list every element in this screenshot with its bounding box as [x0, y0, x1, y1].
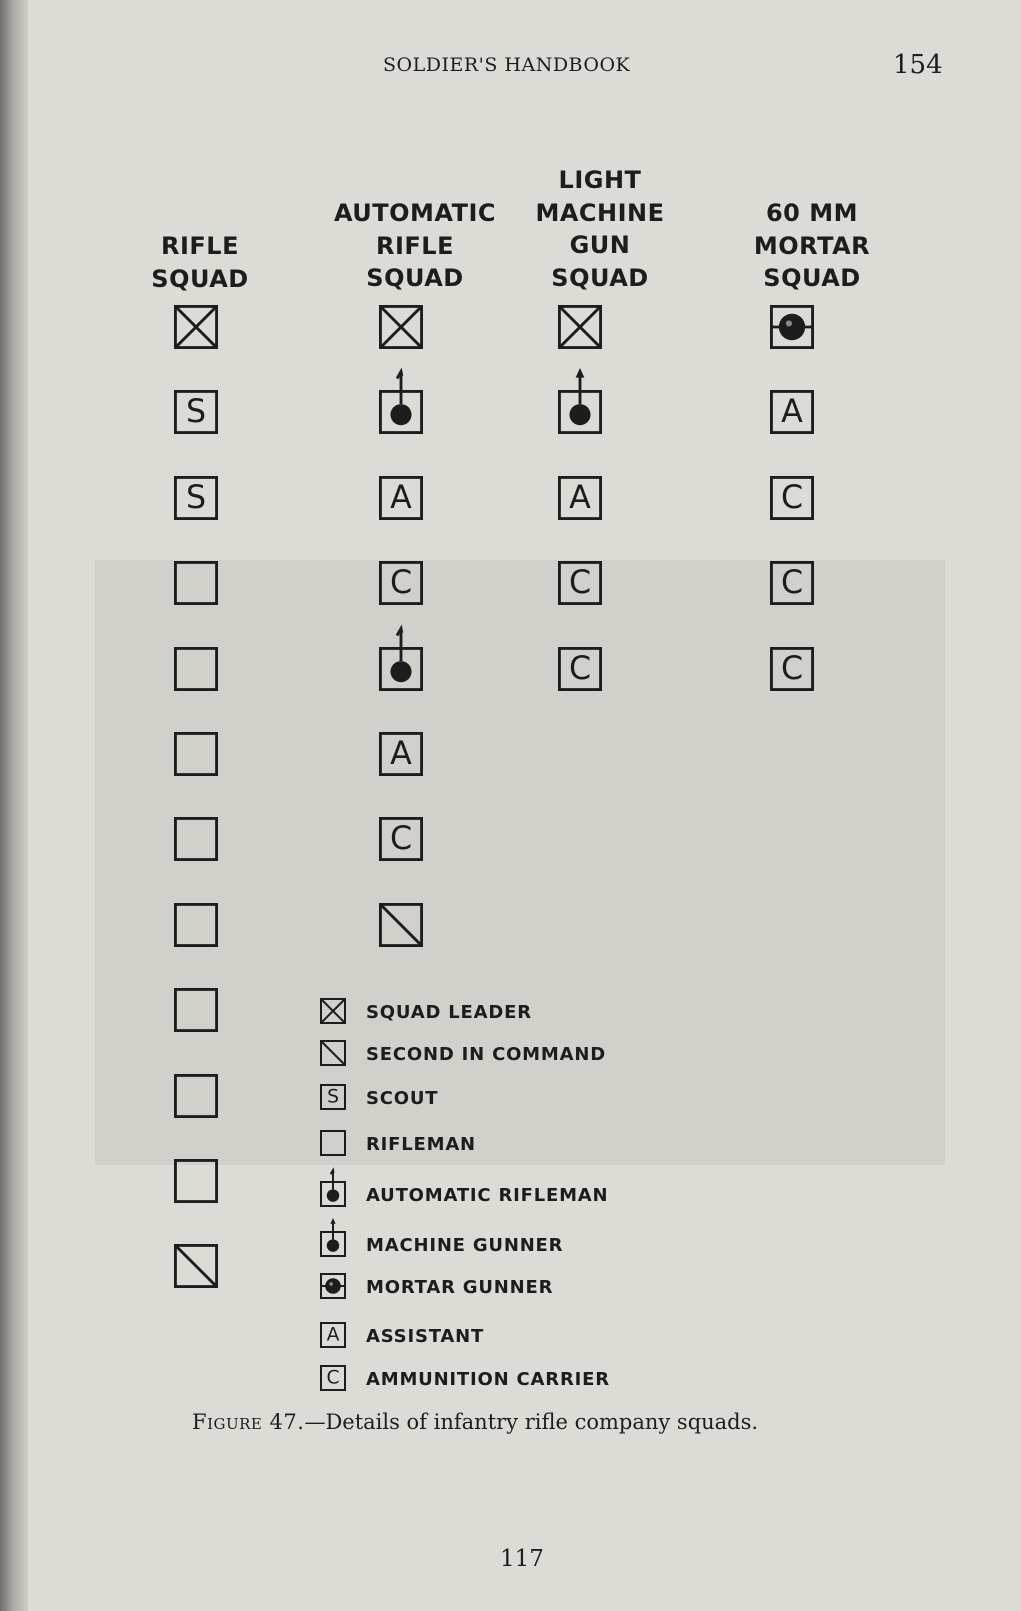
assistant-symbol	[379, 732, 423, 776]
page-number-top: 154	[893, 50, 943, 80]
rifleman-symbol	[174, 647, 218, 691]
svg-text:S: S	[185, 394, 207, 431]
machine-gunner-symbol	[558, 390, 602, 434]
heading-line: SQUAD	[763, 264, 861, 292]
second-in-command-symbol	[174, 1244, 218, 1288]
svg-text:C: C	[780, 565, 804, 602]
ammunition-carrier-symbol	[770, 647, 814, 691]
assistant-icon	[320, 1322, 350, 1350]
svg-text:S: S	[185, 479, 207, 516]
legend-label: AUTOMATIC RIFLEMAN	[366, 1185, 609, 1206]
svg-text:C: C	[326, 1367, 340, 1389]
column-heading-light-machine-gun-squad	[500, 164, 700, 294]
legend-label: ASSISTANT	[366, 1326, 485, 1347]
page-binding-edge	[0, 0, 28, 1611]
squad-leader-symbol	[558, 305, 602, 349]
heading-line: SQUAD	[551, 263, 649, 292]
rifleman-symbol	[174, 817, 218, 861]
rifleman-icon	[320, 1130, 350, 1158]
automatic-rifleman-icon	[320, 1181, 350, 1209]
svg-text:S: S	[327, 1086, 339, 1108]
rifleman-symbol	[174, 988, 218, 1032]
legend-label: SECOND IN COMMAND	[366, 1044, 606, 1065]
rifleman-symbol	[174, 732, 218, 776]
assistant-symbol	[558, 476, 602, 520]
mortar-gunner-symbol	[770, 305, 814, 349]
ammunition-carrier-symbol	[379, 561, 423, 605]
scout-symbol	[174, 476, 218, 520]
heading-line: RIFLE	[161, 232, 239, 260]
legend-label: SQUAD LEADER	[366, 1002, 532, 1023]
figure-caption	[192, 1410, 758, 1434]
scout-icon	[320, 1084, 350, 1112]
squad-leader-symbol	[379, 305, 423, 349]
figure-label: Figure 47.	[192, 1410, 305, 1434]
svg-text:C: C	[568, 565, 592, 602]
svg-text:A: A	[390, 736, 412, 772]
column-heading-mortar-squad	[712, 197, 912, 295]
heading-line: RIFLE	[376, 231, 454, 260]
heading-line: SQUAD	[366, 264, 464, 292]
machine-gunner-icon	[320, 1231, 350, 1259]
scout-symbol	[174, 390, 218, 434]
show-through-shading	[95, 560, 945, 1165]
squad-leader-symbol	[174, 305, 218, 349]
heading-line: 60 MM	[765, 199, 859, 227]
heading-line: MORTAR	[753, 231, 871, 260]
heading-line: LIGHT	[558, 166, 642, 194]
assistant-symbol	[379, 476, 423, 520]
svg-text:C: C	[389, 565, 413, 602]
legend-label: MORTAR GUNNER	[366, 1277, 554, 1298]
svg-text:C: C	[780, 650, 804, 687]
caption-text: —Details of infantry rifle company squads.	[304, 1410, 759, 1434]
rifleman-symbol	[174, 1159, 218, 1203]
legend-label: AMMUNITION CARRIER	[366, 1369, 610, 1390]
second-in-command-symbol	[379, 903, 423, 947]
assistant-symbol	[770, 390, 814, 434]
heading-line: MACHINE	[535, 198, 665, 227]
svg-text:C: C	[568, 650, 592, 687]
heading-line: SQUAD	[151, 264, 249, 293]
svg-text:C: C	[780, 479, 804, 516]
legend-label: MACHINE GUNNER	[366, 1235, 564, 1256]
ammunition-carrier-symbol	[379, 817, 423, 861]
automatic-rifleman-symbol	[379, 647, 423, 691]
squad-leader-icon	[320, 998, 350, 1026]
running-title: SOLDIER'S HANDBOOK	[383, 54, 631, 76]
heading-line: GUN	[569, 231, 631, 259]
ammunition-carrier-symbol	[558, 647, 602, 691]
mortar-gunner-icon	[320, 1273, 350, 1301]
ammunition-carrier-symbol	[770, 561, 814, 605]
automatic-rifleman-symbol	[379, 390, 423, 434]
legend-label: SCOUT	[366, 1088, 439, 1109]
second-in-command-icon	[320, 1040, 350, 1068]
page-number-bottom: 117	[500, 1546, 544, 1572]
svg-text:C: C	[389, 821, 413, 858]
rifleman-symbol	[174, 903, 218, 947]
ammunition-carrier-icon	[320, 1365, 350, 1393]
svg-text:A: A	[326, 1324, 340, 1346]
svg-text:A: A	[781, 394, 803, 431]
svg-text:A: A	[569, 479, 591, 516]
svg-text:A: A	[390, 479, 412, 516]
column-heading-rifle-squad	[100, 230, 300, 295]
column-heading-automatic-rifle-squad	[315, 197, 515, 295]
ammunition-carrier-symbol	[770, 476, 814, 520]
rifleman-symbol	[174, 1074, 218, 1118]
ammunition-carrier-symbol	[558, 561, 602, 605]
rifleman-symbol	[174, 561, 218, 605]
heading-line: AUTOMATIC	[333, 199, 497, 227]
legend-label: RIFLEMAN	[366, 1134, 476, 1155]
